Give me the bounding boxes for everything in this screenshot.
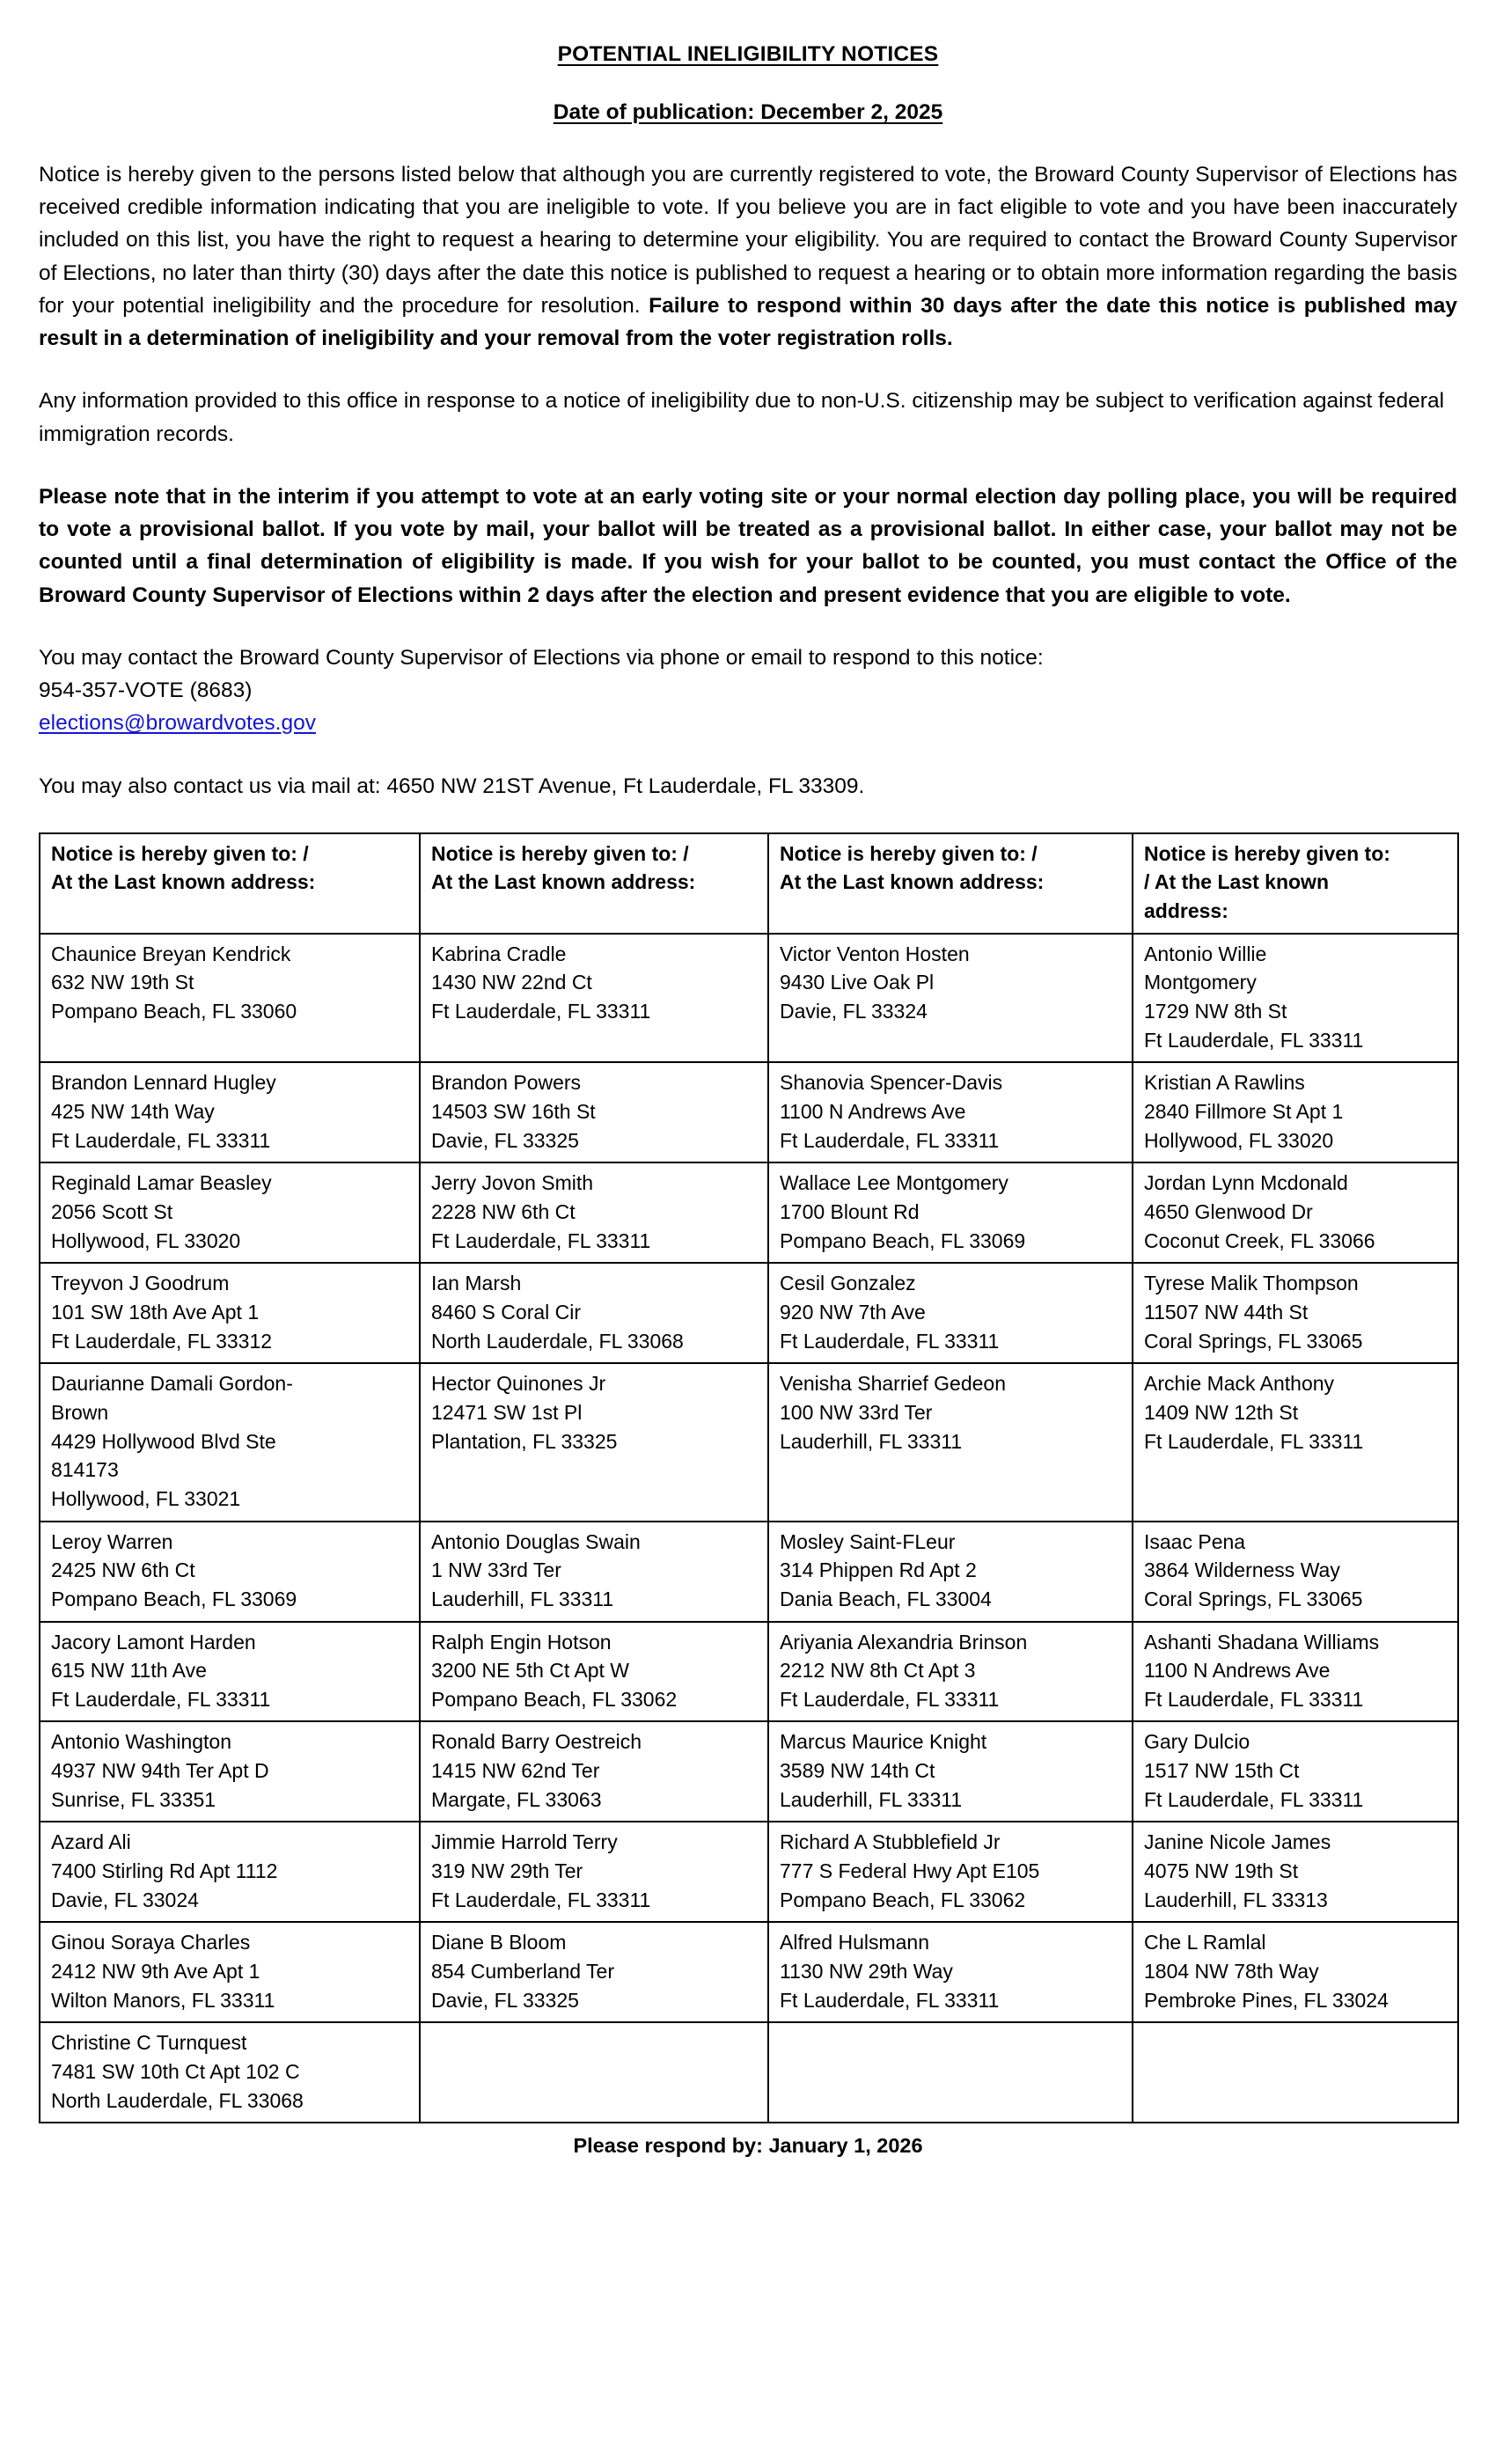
recipient-address-line: 2412 NW 9th Ave Apt 1 (51, 1960, 260, 1984)
recipient-name: Reginald Lamar Beasley (51, 1171, 272, 1195)
recipient-address-line: Lauderhill, FL 33313 (1144, 1888, 1328, 1911)
recipient-name: Ariyania Alexandria Brinson (780, 1630, 1028, 1654)
notice-recipient-cell (1133, 1622, 1458, 1722)
recipient-address-line: Montgomery (1144, 971, 1257, 994)
column-header-line: address: (1144, 899, 1228, 923)
recipient-name: Janine Nicole James (1144, 1830, 1331, 1854)
notice-recipient-cell (420, 1721, 768, 1822)
paragraph-verification: Any information provided to this office in response to a notice of ineligibility due to non-U.S. citizenship may be subject to verification against federal immigration records. (39, 389, 1445, 446)
notice-recipient-cell (1133, 934, 1458, 1063)
empty-cell (420, 2022, 768, 2123)
notice-recipient-cell (1133, 1363, 1458, 1521)
notice-recipient-cell (40, 2022, 420, 2123)
table-row (40, 1622, 1458, 1722)
recipient-address-line: 2056 Scott St (51, 1199, 173, 1223)
recipient-address-line: Hollywood, FL 33020 (1144, 1128, 1334, 1152)
recipient-address-line: 1409 NW 12th St (1144, 1400, 1299, 1424)
recipient-name: Tyrese Malik Thompson (1144, 1272, 1359, 1295)
notice-recipient-cell (40, 1522, 420, 1622)
notice-recipient-cell (420, 1363, 768, 1521)
notice-recipient-cell (420, 1062, 768, 1162)
table-row (40, 1263, 1458, 1363)
recipient-address-line: 4075 NW 19th St (1144, 1859, 1299, 1883)
recipient-name: Marcus Maurice Knight (780, 1730, 987, 1754)
recipient-address-line: 7481 SW 10th Ct Apt 102 C (51, 2060, 300, 2084)
recipient-name: Ginou Soraya Charles (51, 1931, 251, 1954)
recipient-name: Victor Venton Hosten (780, 942, 970, 965)
recipient-address-line: 1 NW 33rd Ter (431, 1558, 561, 1582)
recipient-address-line: Ft Lauderdale, FL 33311 (1144, 1687, 1364, 1711)
column-header-line: At the Last known address: (51, 870, 316, 894)
recipient-name: Kristian A Rawlins (1144, 1071, 1305, 1095)
column-header-4 (1133, 833, 1458, 934)
table-row (40, 1721, 1458, 1822)
notice-recipient-cell (40, 1062, 420, 1162)
spacer (39, 451, 1457, 480)
notice-recipient-cell (420, 1263, 768, 1363)
recipient-address-line: Ft Lauderdale, FL 33311 (51, 1687, 271, 1711)
paragraph-intro (39, 125, 1457, 355)
notice-recipient-cell (1133, 1062, 1458, 1162)
recipient-address-line: 814173 (51, 1458, 119, 1482)
notice-recipient-cell (768, 1721, 1133, 1822)
recipient-name: Leroy Warren (51, 1529, 173, 1553)
notice-recipient-cell (768, 1363, 1133, 1521)
notice-recipient-cell (768, 1263, 1133, 1363)
recipient-address-line: Pembroke Pines, FL 33024 (1144, 1988, 1389, 2012)
recipient-address-line: 11507 NW 44th St (1144, 1300, 1309, 1324)
empty-cell (1133, 2022, 1458, 2123)
recipient-address-line: North Lauderdale, FL 33068 (431, 1329, 684, 1353)
recipient-name: Hector Quinones Jr (431, 1372, 606, 1396)
recipient-address-line: Pompano Beach, FL 33060 (51, 1000, 297, 1023)
recipient-address-line: 2212 NW 8th Ct Apt 3 (780, 1659, 976, 1683)
notice-recipient-cell (768, 1062, 1133, 1162)
recipient-address-line: Coral Springs, FL 33065 (1144, 1329, 1363, 1353)
notice-recipient-cell (768, 1522, 1133, 1622)
recipient-address-line: Davie, FL 33024 (51, 1888, 199, 1911)
notice-recipient-cell (420, 1162, 768, 1263)
notice-recipient-cell (1133, 1263, 1458, 1363)
recipient-address-line: Dania Beach, FL 33004 (780, 1587, 992, 1610)
column-header-line: / At the Last known (1144, 870, 1329, 894)
table-row (40, 2022, 1458, 2123)
notice-recipient-cell (768, 934, 1133, 1063)
email-link[interactable]: elections@browardvotes.gov (39, 711, 316, 736)
recipient-address-line: 1100 N Andrews Ave (780, 1100, 966, 1123)
recipient-name: Gary Dulcio (1144, 1730, 1250, 1754)
notice-recipient-cell (1133, 1721, 1458, 1822)
notice-recipient-cell (420, 1822, 768, 1922)
recipient-address-line: 314 Phippen Rd Apt 2 (780, 1558, 977, 1582)
recipient-name: Brandon Lennard Hugley (51, 1071, 276, 1095)
recipient-address-line: Lauderhill, FL 33311 (431, 1587, 614, 1610)
recipient-address-line: Davie, FL 33324 (780, 1000, 928, 1023)
contact-mail: You may also contact us via mail at: 4650 NW 21ST Avenue, Ft Lauderdale, FL 33309. (39, 774, 865, 798)
contact-intro: You may contact the Broward County Supervisor of Elections via phone or email to respond to this notice: (39, 645, 1044, 670)
recipient-address-line: 777 S Federal Hwy Apt E105 (780, 1859, 1040, 1883)
recipient-name: Archie Mack Anthony (1144, 1372, 1335, 1396)
recipient-name: Ashanti Shadana Williams (1144, 1630, 1380, 1654)
publication-date (39, 67, 1457, 125)
recipient-address-line: Lauderhill, FL 33311 (780, 1787, 963, 1811)
contact-phone: 954-357-VOTE (8683) (39, 678, 253, 703)
paragraph-intro-normal: Notice is hereby given to the persons listed below that although you are currently registered to vote, the Broward County Supervisor of Elections has received credible information indicating that you are ineligible to vote. If you believe you are in fact eligible to vote and you have been inaccurately included on this list, you have the right to request a hearing to determine your eligibility. You are required to contact the Broward County Supervisor of Elections, no later than thirty (30) days after the date this notice is published to request a hearing or to obtain more information regarding the basis for your potential ineligibility and the procedure for resolution. (39, 163, 1457, 318)
table-body (40, 934, 1458, 2123)
notice-recipient-cell (768, 1622, 1133, 1722)
recipient-name: Che L Ramlal (1144, 1931, 1266, 1954)
notice-recipient-cell (1133, 1922, 1458, 2022)
recipient-address-line: Ft Lauderdale, FL 33312 (51, 1329, 273, 1353)
column-header-line: Notice is hereby given to: / (51, 841, 309, 865)
recipient-name: Brandon Powers (431, 1071, 582, 1095)
recipient-address-line: 632 NW 19th St (51, 971, 194, 994)
recipient-address-line: Ft Lauderdale, FL 33311 (780, 1687, 1000, 1711)
recipient-name: Alfred Hulsmann (780, 1931, 930, 1954)
table-header-row (40, 833, 1458, 934)
recipient-address-line: 101 SW 18th Ave Apt 1 (51, 1300, 260, 1324)
notice-recipient-cell (40, 1263, 420, 1363)
notice-recipient-cell (40, 1721, 420, 1822)
recipient-name: Jacory Lamont Harden (51, 1630, 256, 1654)
column-header-line: At the Last known address: (431, 870, 696, 894)
recipient-name: Mosley Saint-FLeur (780, 1529, 956, 1553)
recipient-address-line: 3864 Wilderness Way (1144, 1558, 1340, 1582)
recipient-address-line: 100 NW 33rd Ter (780, 1400, 933, 1424)
recipient-address-line: Ft Lauderdale, FL 33311 (780, 1128, 1000, 1152)
recipient-address-line: Ft Lauderdale, FL 33311 (51, 1128, 271, 1152)
recipient-name: Ronald Barry Oestreich (431, 1730, 642, 1754)
table-header (40, 833, 1458, 934)
column-header-line: At the Last known address: (780, 870, 1045, 894)
recipient-address-line: North Lauderdale, FL 33068 (51, 2088, 304, 2112)
notice-recipient-cell (420, 1622, 768, 1722)
recipient-address-line: 9430 Live Oak Pl (780, 971, 935, 994)
recipient-name: Shanovia Spencer-Davis (780, 1071, 1003, 1095)
contact-email-line (39, 707, 1457, 739)
recipient-address-line: 1130 NW 29th Way (780, 1960, 953, 1984)
recipient-address-line: Coconut Creek, FL 33066 (1144, 1228, 1375, 1252)
paragraph-intro-bold: Failure to respond within 30 days after the date this notice is published may result in a determination of ineligibility and your removal from the voter registration rolls. (39, 293, 1457, 351)
recipient-address-line: Sunrise, FL 33351 (51, 1787, 216, 1811)
recipient-address-line: Ft Lauderdale, FL 33311 (431, 1888, 651, 1911)
recipient-address-line: Davie, FL 33325 (431, 1988, 579, 2012)
column-header-3 (768, 833, 1133, 934)
recipient-address-line: 319 NW 29th Ter (431, 1859, 583, 1883)
recipient-name: Wallace Lee Montgomery (780, 1171, 1008, 1195)
table-row (40, 1822, 1458, 1922)
recipient-address-line: Lauderhill, FL 33311 (780, 1429, 963, 1453)
notice-recipient-cell (40, 934, 420, 1063)
recipient-address-line: Coral Springs, FL 33065 (1144, 1587, 1363, 1610)
paragraph-interim: Please note that in the interim if you attempt to vote at an early voting site or your normal election day polling place, you will be required to vote a provisional ballot. If you vote by mail, your ballot will be treated as a provisional ballot. In either case, your ballot may not be counted until a final determination of eligibility is made. If you wish for your ballot to be counted, you must contact the Office of the Broward County Supervisor of Elections within 2 days after the election and present evidence that you are eligible to vote. (39, 484, 1457, 607)
notice-recipient-cell (40, 1622, 420, 1722)
notice-recipient-cell (420, 1522, 768, 1622)
spacer (39, 740, 1457, 770)
table-row (40, 1922, 1458, 2022)
recipient-address-line: 2425 NW 6th Ct (51, 1558, 195, 1582)
recipient-address-line: 1729 NW 8th St (1144, 1000, 1287, 1023)
notice-recipient-cell (1133, 1162, 1458, 1263)
recipient-address-line: 2840 Fillmore St Apt 1 (1144, 1100, 1344, 1123)
recipient-address-line: Hollywood, FL 33021 (51, 1486, 241, 1510)
recipient-address-line: 1700 Blount Rd (780, 1199, 920, 1223)
recipient-address-line: Pompano Beach, FL 33069 (51, 1587, 297, 1610)
table-row (40, 1363, 1458, 1521)
recipient-address-line: 7400 Stirling Rd Apt 1112 (51, 1859, 278, 1883)
recipient-address-line: 1517 NW 15th Ct (1144, 1759, 1300, 1783)
recipient-address-line: 12471 SW 1st Pl (431, 1400, 583, 1424)
table-row (40, 1162, 1458, 1263)
recipient-address-line: 14503 SW 16th St (431, 1100, 596, 1123)
recipient-name: Daurianne Damali Gordon- (51, 1372, 293, 1396)
recipient-name: Kabrina Cradle (431, 942, 567, 965)
recipient-address-line: 3200 NE 5th Ct Apt W (431, 1659, 630, 1683)
recipient-address-line: Ft Lauderdale, FL 33311 (1144, 1028, 1364, 1052)
recipient-address-line: Plantation, FL 33325 (431, 1429, 618, 1453)
recipient-name: Jerry Jovon Smith (431, 1171, 594, 1195)
recipient-address-line: 4650 Glenwood Dr (1144, 1199, 1313, 1223)
recipient-name: Cesil Gonzalez (780, 1272, 916, 1295)
recipient-address-line: 1804 NW 78th Way (1144, 1960, 1319, 1984)
spacer (39, 612, 1457, 642)
recipient-address-line: 615 NW 11th Ave (51, 1659, 207, 1683)
column-header-line: Notice is hereby given to: (1144, 841, 1390, 865)
recipient-address-line: 854 Cumberland Ter (431, 1960, 614, 1984)
recipient-address-line: Ft Lauderdale, FL 33311 (1144, 1429, 1364, 1453)
recipient-address-line: Pompano Beach, FL 33069 (780, 1228, 1026, 1252)
recipient-name: Azard Ali (51, 1830, 131, 1854)
recipient-name: Christine C Turnquest (51, 2031, 247, 2055)
recipient-name: Jordan Lynn Mcdonald (1144, 1171, 1348, 1195)
respond-by-notice: Please respond by: January 1, 2026 (573, 2134, 923, 2158)
spacer (39, 355, 1457, 385)
recipient-name: Antonio Willie (1144, 942, 1267, 965)
recipient-address-line: 3589 NW 14th Ct (780, 1759, 935, 1783)
column-header-2 (420, 833, 768, 934)
recipient-address-line: Davie, FL 33325 (431, 1128, 579, 1152)
notice-recipient-cell (768, 1822, 1133, 1922)
recipient-name: Treyvon J Goodrum (51, 1272, 230, 1295)
recipient-address-line: 4937 NW 94th Ter Apt D (51, 1759, 269, 1783)
recipient-name: Ralph Engin Hotson (431, 1630, 612, 1654)
recipient-name: Ian Marsh (431, 1272, 522, 1295)
notice-recipient-cell (40, 1162, 420, 1263)
notice-recipient-cell (1133, 1522, 1458, 1622)
recipient-address-line: Pompano Beach, FL 33062 (431, 1687, 678, 1711)
recipient-name: Chaunice Breyan Kendrick (51, 942, 291, 965)
recipient-name: Venisha Sharrief Gedeon (780, 1372, 1007, 1396)
recipient-address-line: Ft Lauderdale, FL 33311 (431, 1000, 651, 1023)
recipient-address-line: Ft Lauderdale, FL 33311 (431, 1228, 651, 1252)
ineligibility-notices-table (39, 832, 1459, 2124)
recipient-address-line: 1430 NW 22nd Ct (431, 971, 592, 994)
column-header-line: Notice is hereby given to: / (780, 841, 1038, 865)
recipient-address-line: Hollywood, FL 33020 (51, 1228, 241, 1252)
notice-recipient-cell (40, 1922, 420, 2022)
recipient-name: Antonio Washington (51, 1730, 232, 1754)
recipient-address-line: Brown (51, 1400, 109, 1424)
recipient-address-line: Ft Lauderdale, FL 33311 (780, 1329, 1000, 1353)
recipient-address-line: 920 NW 7th Ave (780, 1300, 926, 1324)
table-row (40, 1062, 1458, 1162)
recipient-name: Richard A Stubblefield Jr (780, 1830, 1001, 1854)
recipient-address-line: 1415 NW 62nd Ter (431, 1759, 600, 1783)
recipient-address-line: 8460 S Coral Cir (431, 1300, 582, 1324)
recipient-address-line: 1100 N Andrews Ave (1144, 1659, 1331, 1683)
notice-recipient-cell (420, 934, 768, 1063)
recipient-address-line: Ft Lauderdale, FL 33311 (780, 1988, 1000, 2012)
column-header-1 (40, 833, 420, 934)
column-header-line: Notice is hereby given to: / (431, 841, 689, 865)
recipient-name: Jimmie Harrold Terry (431, 1830, 618, 1854)
empty-cell (768, 2022, 1133, 2123)
publication-date-text: Date of publication: December 2, 2025 (553, 100, 943, 124)
notice-recipient-cell (1133, 1822, 1458, 1922)
page-title-text: POTENTIAL INELIGIBILITY NOTICES (557, 42, 939, 66)
recipient-address-line: Margate, FL 33063 (431, 1787, 602, 1811)
notice-recipient-cell (768, 1162, 1133, 1263)
table-row (40, 1522, 1458, 1622)
notice-recipient-cell (40, 1363, 420, 1521)
page-title (39, 42, 1457, 67)
recipient-address-line: Wilton Manors, FL 33311 (51, 1988, 275, 2012)
recipient-address-line: Ft Lauderdale, FL 33311 (1144, 1787, 1364, 1811)
recipient-name: Antonio Douglas Swain (431, 1529, 641, 1553)
table-row (40, 934, 1458, 1063)
recipient-address-line: 2228 NW 6th Ct (431, 1199, 576, 1223)
notice-recipient-cell (40, 1822, 420, 1922)
recipient-name: Isaac Pena (1144, 1529, 1246, 1553)
notice-recipient-cell (768, 1922, 1133, 2022)
recipient-name: Diane B Bloom (431, 1931, 567, 1954)
recipient-address-line: 4429 Hollywood Blvd Ste (51, 1429, 276, 1453)
notice-recipient-cell (420, 1922, 768, 2022)
recipient-address-line: 425 NW 14th Way (51, 1100, 215, 1123)
recipient-address-line: Pompano Beach, FL 33062 (780, 1888, 1026, 1911)
